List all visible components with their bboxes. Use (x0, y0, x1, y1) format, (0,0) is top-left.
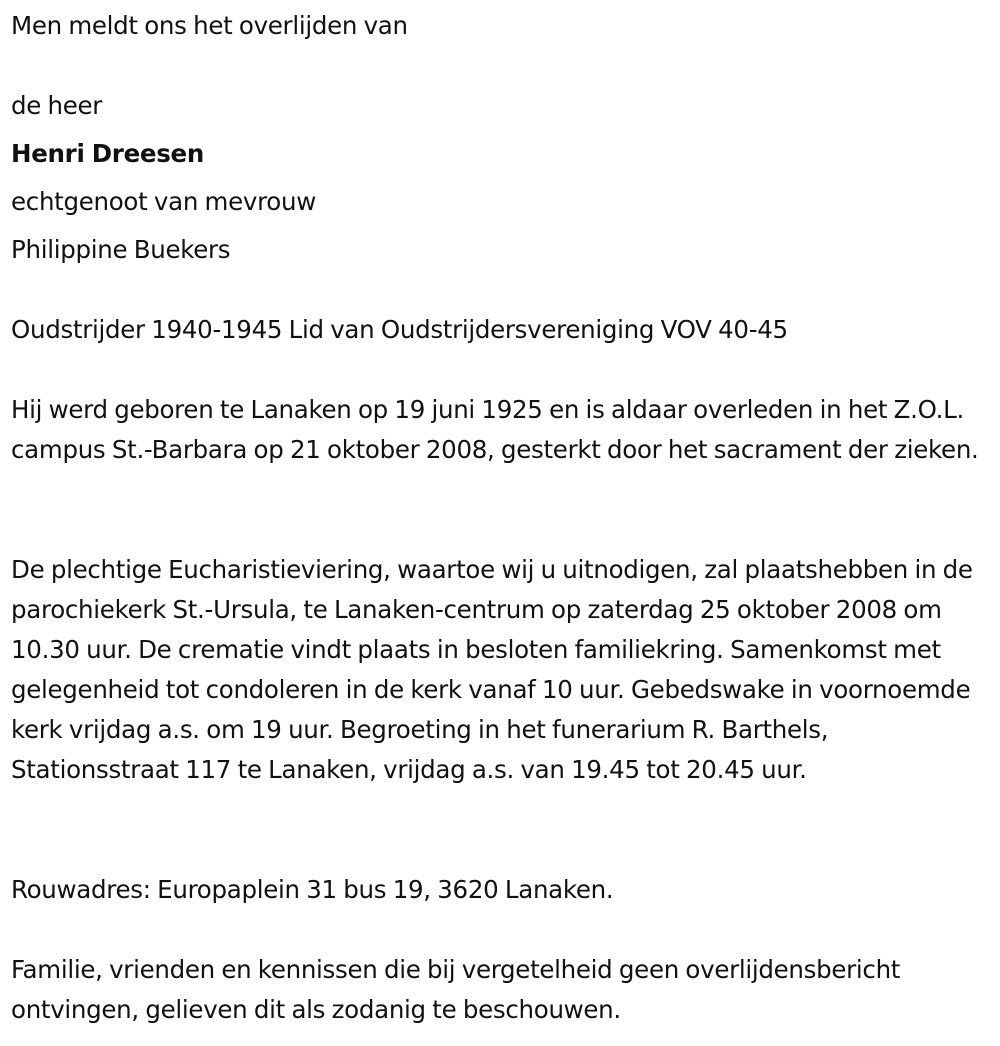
funeral-paragraph: De plechtige Eucharistieviering, waartoe wij u uitnodigen, zal plaatshebben in de parochiekerk St.-Ursula, te Lanaken-centrum op zaterdag 25 oktober 2008 om 10.30 uur. De crematie vindt plaats in besloten familiekring. Samenkomst met gelegenheid tot condoleren in de kerk vanaf 10 uur. Gebedswake in voornoemde kerk vrijdag a.s. om 19 uur. Begroeting in het funerarium R. Barthels, Stationsstraat 117 te Lanaken, vrijdag a.s. van 19.45 tot 20.45 uur. (11, 555, 973, 784)
spouse-name: Philippine Buekers (11, 235, 231, 264)
mourning-address: Rouwadres: Europaplein 31 bus 19, 3620 Lanaken. (11, 875, 614, 904)
salutation: de heer (11, 91, 103, 120)
birth-death-paragraph: Hij werd geboren te Lanaken op 19 juni 1925 en is aldaar overleden in het Z.O.L. campus St.-Barbara op 21 oktober 2008, gesterkt door het sacrament der zieken. (11, 395, 979, 464)
closing-paragraph: Familie, vrienden en kennissen die bij vergetelheid geen overlijdensbericht ontvingen, gelieven dit als zodanig te beschouwen. (11, 955, 901, 1024)
spouse-prefix: echtgenoot van mevrouw (11, 187, 316, 216)
deceased-name: Henri Dreesen (11, 139, 204, 168)
veteran-line: Oudstrijder 1940-1945 Lid van Oudstrijdersvereniging VOV 40-45 (11, 315, 788, 344)
intro-line: Men meldt ons het overlijden van (11, 11, 408, 40)
